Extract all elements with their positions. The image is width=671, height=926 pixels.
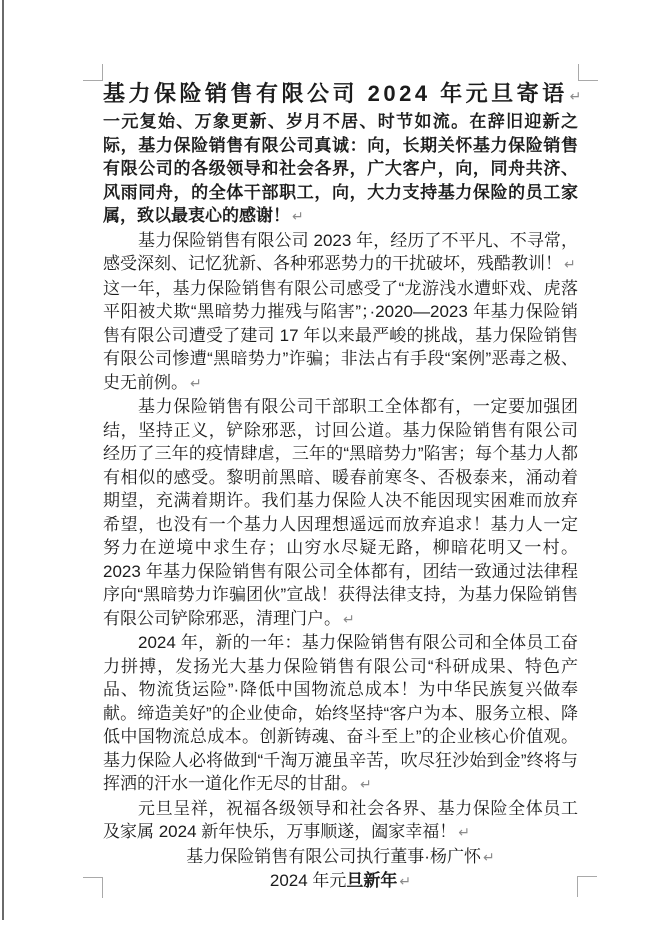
signature-line[interactable] [103, 845, 578, 870]
document-title[interactable] [103, 80, 582, 110]
paragraph-mark-icon: ↵ [564, 256, 576, 272]
paragraph-staff-unity[interactable] [103, 395, 578, 631]
document-body[interactable] [103, 80, 582, 894]
paragraph-2023-review[interactable] [103, 229, 578, 277]
paragraph-greeting[interactable] [103, 110, 578, 229]
paragraph-blessing[interactable] [103, 797, 578, 845]
paragraph-text: 基力保险销售有限公司干部职工全体都有，一定要加强团结，坚持正义，铲除邪恶，讨回公道。基力保险销售有限公司经历了三年的疫情肆虐，三年的“黑暗势力”陷害；每个基力人都有相似的感受。黎明前黑暗、暖春前寒冬、否极泰来，涌动着期望，充满着期许。我们基力保险人决不能因现实困难而放弃希望，也没有一个基力人因理想遥远而放弃追求！基力人一定努力在逆境中求生存；山穷水尽疑无路，柳暗花明又一村。2023 年基力保险销售有限公司全体都有，团结一致通过法律程序向“黑暗势力诈骗团伙”宣战！获得法律支持，为基力保险销售有限公司铲除邪恶，清理门户。 [103, 397, 578, 628]
signature-text: 基力保险销售有限公司执行董事·杨广怀 [186, 846, 481, 866]
paragraph-this-year[interactable] [103, 277, 578, 396]
crop-mark-bottom-right [577, 876, 597, 897]
crop-mark-top-right [578, 64, 598, 81]
crop-mark-bottom-left [83, 877, 103, 898]
document-title-text: 基力保险销售有限公司 2024 年元旦寄语 [103, 81, 568, 106]
crop-mark-top-left [83, 64, 103, 81]
paragraph-mark-icon: ↵ [190, 374, 202, 391]
paragraph-mark-icon: ↵ [360, 776, 372, 792]
paragraph-text: 这一年，基力保险销售有限公司感受了“龙游浅水遭虾戏、虎落平阳被犬欺“黑暗势力摧残与陷害”；·2020—2023 年基力保险销售有限公司遭受了建司 17 年以来最严峻的挑战，基力保险销售有限公司惨遭“黑暗势力”诈骗；非法占有手段“案例”恶毒之极、史无前例。 [103, 278, 578, 392]
paragraph-mark-icon: ↵ [569, 88, 582, 104]
paragraph-mark-icon: ↵ [399, 873, 412, 889]
paragraph-text: 一元复始、万象更新、岁月不居、时节如流。在辞旧迎新之际，基力保险销售有限公司真诚：向，长期关怀基力保险销售有限公司的各级领导和社会各界，广大客户，向，同舟共济、风雨同舟，的全体干部职工，向，大力支持基力保险的员工家属，致以最衷心的感谢！ [103, 112, 578, 225]
paragraph-mark-icon: ↵ [292, 208, 304, 224]
date-text-bold: 旦新年 [346, 871, 398, 890]
date-text-normal: 2024 年元 [269, 871, 347, 890]
paragraph-text: 基力保险销售有限公司 2023 年，经历了不平凡、不寻常，感受深刻、记忆犹新、各种邪恶势力的干扰破坏，残酷教训！ [103, 230, 578, 273]
paragraph-mark-icon: ↵ [482, 848, 495, 865]
paragraph-text: 2024 年，新的一年：基力保险销售有限公司和全体员工奋力拼搏，发扬光大基力保险销售有限公司“科研成果、特色产品、物流货运险”·降低中国物流总成本！为中华民族复兴做奉献。缔造美好”的企业使命，始终坚持“客户为本、服务立根、降低中国物流总成本。创新铸魂、奋斗至上”的企业核心价值观。基力保险人必将做到“千淘万漉虽辛苦，吹尽狂沙始到金”终将与挥洒的汗水一道化作无尽的甘甜。 [103, 633, 578, 793]
paragraph-text: 元旦呈祥，祝福各级领导和社会各界、基力保险全体员工及家属 2024 新年快乐，万事顺遂，阖家幸福！ [103, 798, 578, 841]
paragraph-2024-outlook[interactable] [103, 631, 578, 797]
page-left-edge [2, 0, 4, 920]
paragraph-mark-icon: ↵ [343, 610, 355, 627]
date-line[interactable] [103, 869, 578, 894]
paragraph-mark-icon: ↵ [458, 824, 470, 840]
